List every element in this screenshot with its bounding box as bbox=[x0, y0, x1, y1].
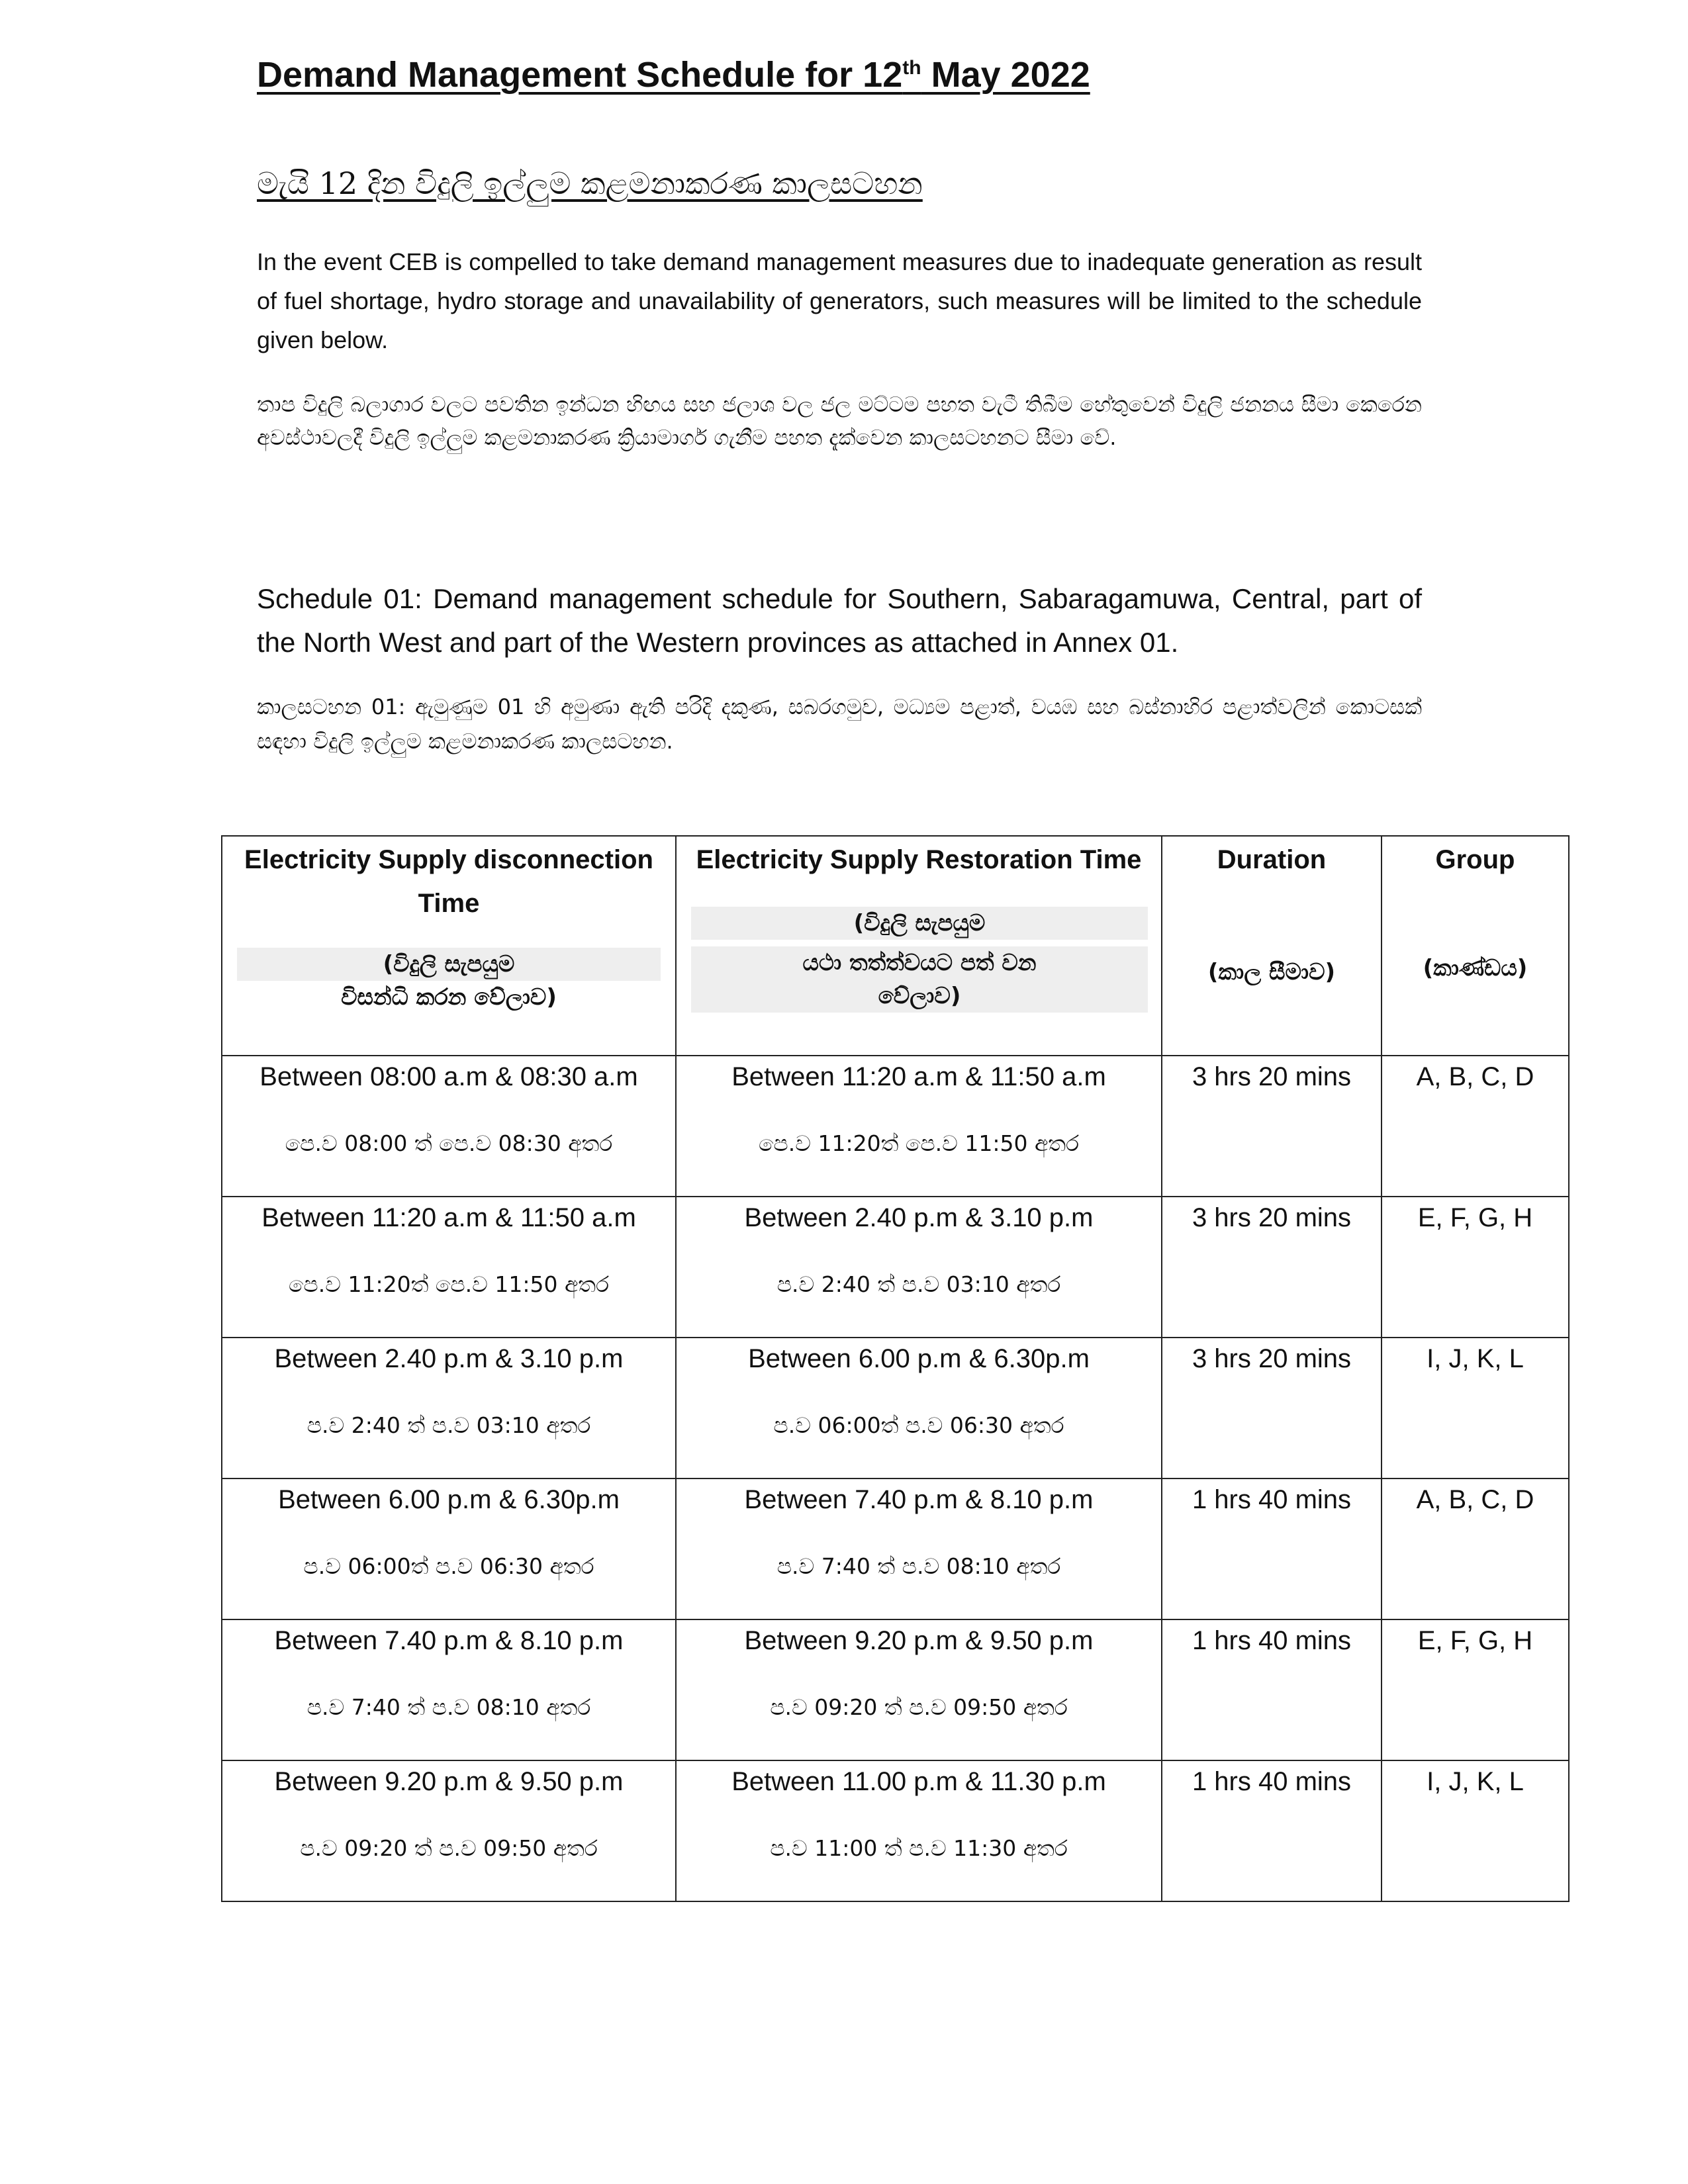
restoration-cell bbox=[676, 1619, 1162, 1760]
table-row bbox=[222, 1056, 1569, 1197]
table-row bbox=[222, 1479, 1569, 1619]
duration-value: 1 hrs 40 mins bbox=[1192, 1626, 1352, 1655]
header-duration bbox=[1162, 836, 1382, 1056]
disconnection-en: Between 2.40 p.m & 3.10 p.m bbox=[274, 1344, 624, 1373]
header-disconnection-si-line2: විසන්ධි කරන වේලාව) bbox=[341, 984, 557, 1011]
header-restoration-si-line2: යථා තත්ත්වයට පත් වන bbox=[802, 950, 1037, 976]
restoration-en: Between 9.20 p.m & 9.50 p.m bbox=[744, 1626, 1094, 1655]
restoration-si: පෙ.ව 11:20ත් පෙ.ව 11:50 අතර bbox=[758, 1130, 1080, 1156]
group-value: A, B, C, D bbox=[1416, 1485, 1534, 1514]
duration-cell bbox=[1162, 1619, 1382, 1760]
group-cell bbox=[1382, 1619, 1569, 1760]
header-group bbox=[1382, 836, 1569, 1056]
title-suffix: May 2022 bbox=[921, 55, 1090, 95]
header-restoration-time bbox=[676, 836, 1162, 1056]
title-superscript: th bbox=[902, 57, 921, 79]
group-value: E, F, G, H bbox=[1417, 1203, 1533, 1232]
group-value: I, J, K, L bbox=[1427, 1344, 1524, 1373]
duration-cell bbox=[1162, 1197, 1382, 1338]
duration-value: 3 hrs 20 mins bbox=[1192, 1344, 1352, 1373]
duration-value: 1 hrs 40 mins bbox=[1192, 1485, 1352, 1514]
table-row bbox=[222, 1619, 1569, 1760]
schedule-description-sinhala: කාලසටහන 01: ඇමුණුම 01 හි අමුණා ඇති පරිදි දකුණ, සබරගමුව, මධ්‍යම පළාත්, වයඹ සහ බස්නාහිර පළාත්වලින් කොටසක් සඳහා විදුලි ඉල්ලුම කළමනාකරණ කාලසටහන. bbox=[257, 694, 1422, 754]
header-disconnection-time bbox=[222, 836, 676, 1056]
duration-cell bbox=[1162, 1056, 1382, 1197]
header-group-si: (කාණ්ඩය) bbox=[1423, 955, 1528, 981]
group-value: I, J, K, L bbox=[1427, 1767, 1524, 1796]
restoration-en: Between 11:20 a.m & 11:50 a.m bbox=[731, 1062, 1106, 1091]
restoration-en: Between 11.00 p.m & 11.30 p.m bbox=[731, 1767, 1106, 1796]
restoration-cell bbox=[676, 1479, 1162, 1619]
header-group-en: Group bbox=[1435, 845, 1515, 874]
sinhala-title: මැයි 12 දින විදුලි ඉල්ලුම කළමනාකරණ කාලසටහන bbox=[257, 165, 923, 201]
header-restoration-en: Electricity Supply Restoration Time bbox=[696, 845, 1142, 874]
table-row bbox=[222, 1760, 1569, 1901]
restoration-en: Between 7.40 p.m & 8.10 p.m bbox=[744, 1485, 1094, 1514]
disconnection-en: Between 9.20 p.m & 9.50 p.m bbox=[274, 1767, 624, 1796]
intro-english: In the event CEB is compelled to take demand management measures due to inadequate generation as result of fuel shortage, hydro storage and unavailability of generators, such measures will be limited to the schedule given below. bbox=[257, 248, 1422, 353]
disconnection-cell bbox=[222, 1619, 676, 1760]
header-disconnection-si-line1: (විදුලි සැපයුම bbox=[237, 948, 661, 981]
restoration-en: Between 6.00 p.m & 6.30p.m bbox=[748, 1344, 1090, 1373]
page-title bbox=[257, 54, 1090, 95]
disconnection-en: Between 7.40 p.m & 8.10 p.m bbox=[274, 1626, 624, 1655]
header-disconnection-en: Electricity Supply disconnection Time bbox=[244, 845, 653, 918]
header-restoration-si-line3: වේලාව) bbox=[878, 983, 961, 1009]
disconnection-si: පෙ.ව 08:00 ත් පෙ.ව 08:30 අතර bbox=[285, 1130, 613, 1156]
restoration-cell bbox=[676, 1197, 1162, 1338]
group-value: A, B, C, D bbox=[1416, 1062, 1534, 1091]
table-row bbox=[222, 1338, 1569, 1479]
duration-value: 1 hrs 40 mins bbox=[1192, 1767, 1352, 1796]
disconnection-si: ප.ව 06:00ත් ප.ව 06:30 අතර bbox=[303, 1553, 594, 1579]
restoration-si: ප.ව 09:20 ත් ප.ව 09:50 අතර bbox=[770, 1694, 1068, 1720]
disconnection-si: ප.ව 7:40 ත් ප.ව 08:10 අතර bbox=[306, 1694, 591, 1720]
restoration-si: ප.ව 06:00ත් ප.ව 06:30 අතර bbox=[773, 1412, 1064, 1438]
group-cell bbox=[1382, 1760, 1569, 1901]
group-value: E, F, G, H bbox=[1417, 1626, 1533, 1655]
schedule-description-english: Schedule 01: Demand management schedule for Southern, Sabaragamuwa, Central, part of the North West and part of the Western provinces as attached in Annex 01. bbox=[257, 583, 1422, 658]
restoration-cell bbox=[676, 1056, 1162, 1197]
table-header-row bbox=[222, 836, 1569, 1056]
duration-cell bbox=[1162, 1479, 1382, 1619]
disconnection-cell bbox=[222, 1338, 676, 1479]
title-prefix: Demand Management Schedule for 12 bbox=[257, 55, 903, 95]
disconnection-en: Between 11:20 a.m & 11:50 a.m bbox=[261, 1203, 636, 1232]
group-cell bbox=[1382, 1338, 1569, 1479]
duration-cell bbox=[1162, 1338, 1382, 1479]
restoration-cell bbox=[676, 1338, 1162, 1479]
disconnection-si: ප.ව 2:40 ත් ප.ව 03:10 අතර bbox=[306, 1412, 591, 1438]
disconnection-cell bbox=[222, 1056, 676, 1197]
restoration-si: ප.ව 7:40 ත් ප.ව 08:10 අතර bbox=[776, 1553, 1061, 1579]
group-cell bbox=[1382, 1479, 1569, 1619]
header-duration-si: (කාල සීමාව) bbox=[1207, 959, 1336, 985]
disconnection-en: Between 6.00 p.m & 6.30p.m bbox=[278, 1485, 620, 1514]
group-cell bbox=[1382, 1197, 1569, 1338]
disconnection-si: ප.ව 09:20 ත් ප.ව 09:50 අතර bbox=[300, 1835, 598, 1861]
duration-value: 3 hrs 20 mins bbox=[1192, 1062, 1352, 1091]
intro-sinhala: තාප විදුලි බලාගාර වලට පවතින ඉන්ධන හිඟය සහ ජලාශ වල ජල මට්ටම පහත වැටී තිබීම හේතුවෙන් විදුලි ජනනය සීමා කෙරෙන අවස්ථාවලදී විදුලි ඉල්ලුම කළමනාකරණ ක්‍රියාමාර්ග ගැනීම පහත දැක්වෙන කාලසටහනට සීමා වේ. bbox=[257, 392, 1422, 450]
header-duration-en: Duration bbox=[1217, 845, 1327, 874]
disconnection-cell bbox=[222, 1760, 676, 1901]
disconnection-cell bbox=[222, 1197, 676, 1338]
disconnection-si: පෙ.ව 11:20ත් පෙ.ව 11:50 අතර bbox=[288, 1271, 610, 1297]
restoration-cell bbox=[676, 1760, 1162, 1901]
duration-cell bbox=[1162, 1760, 1382, 1901]
restoration-si: ප.ව 11:00 ත් ප.ව 11:30 අතර bbox=[770, 1835, 1068, 1861]
disconnection-en: Between 08:00 a.m & 08:30 a.m bbox=[259, 1062, 638, 1091]
header-restoration-si-line1: (විදුලි සැපයුම bbox=[691, 907, 1148, 940]
duration-value: 3 hrs 20 mins bbox=[1192, 1203, 1352, 1232]
table-row bbox=[222, 1197, 1569, 1338]
schedule-table bbox=[221, 835, 1570, 1902]
restoration-si: ප.ව 2:40 ත් ප.ව 03:10 අතර bbox=[776, 1271, 1061, 1297]
group-cell bbox=[1382, 1056, 1569, 1197]
disconnection-cell bbox=[222, 1479, 676, 1619]
restoration-en: Between 2.40 p.m & 3.10 p.m bbox=[744, 1203, 1094, 1232]
